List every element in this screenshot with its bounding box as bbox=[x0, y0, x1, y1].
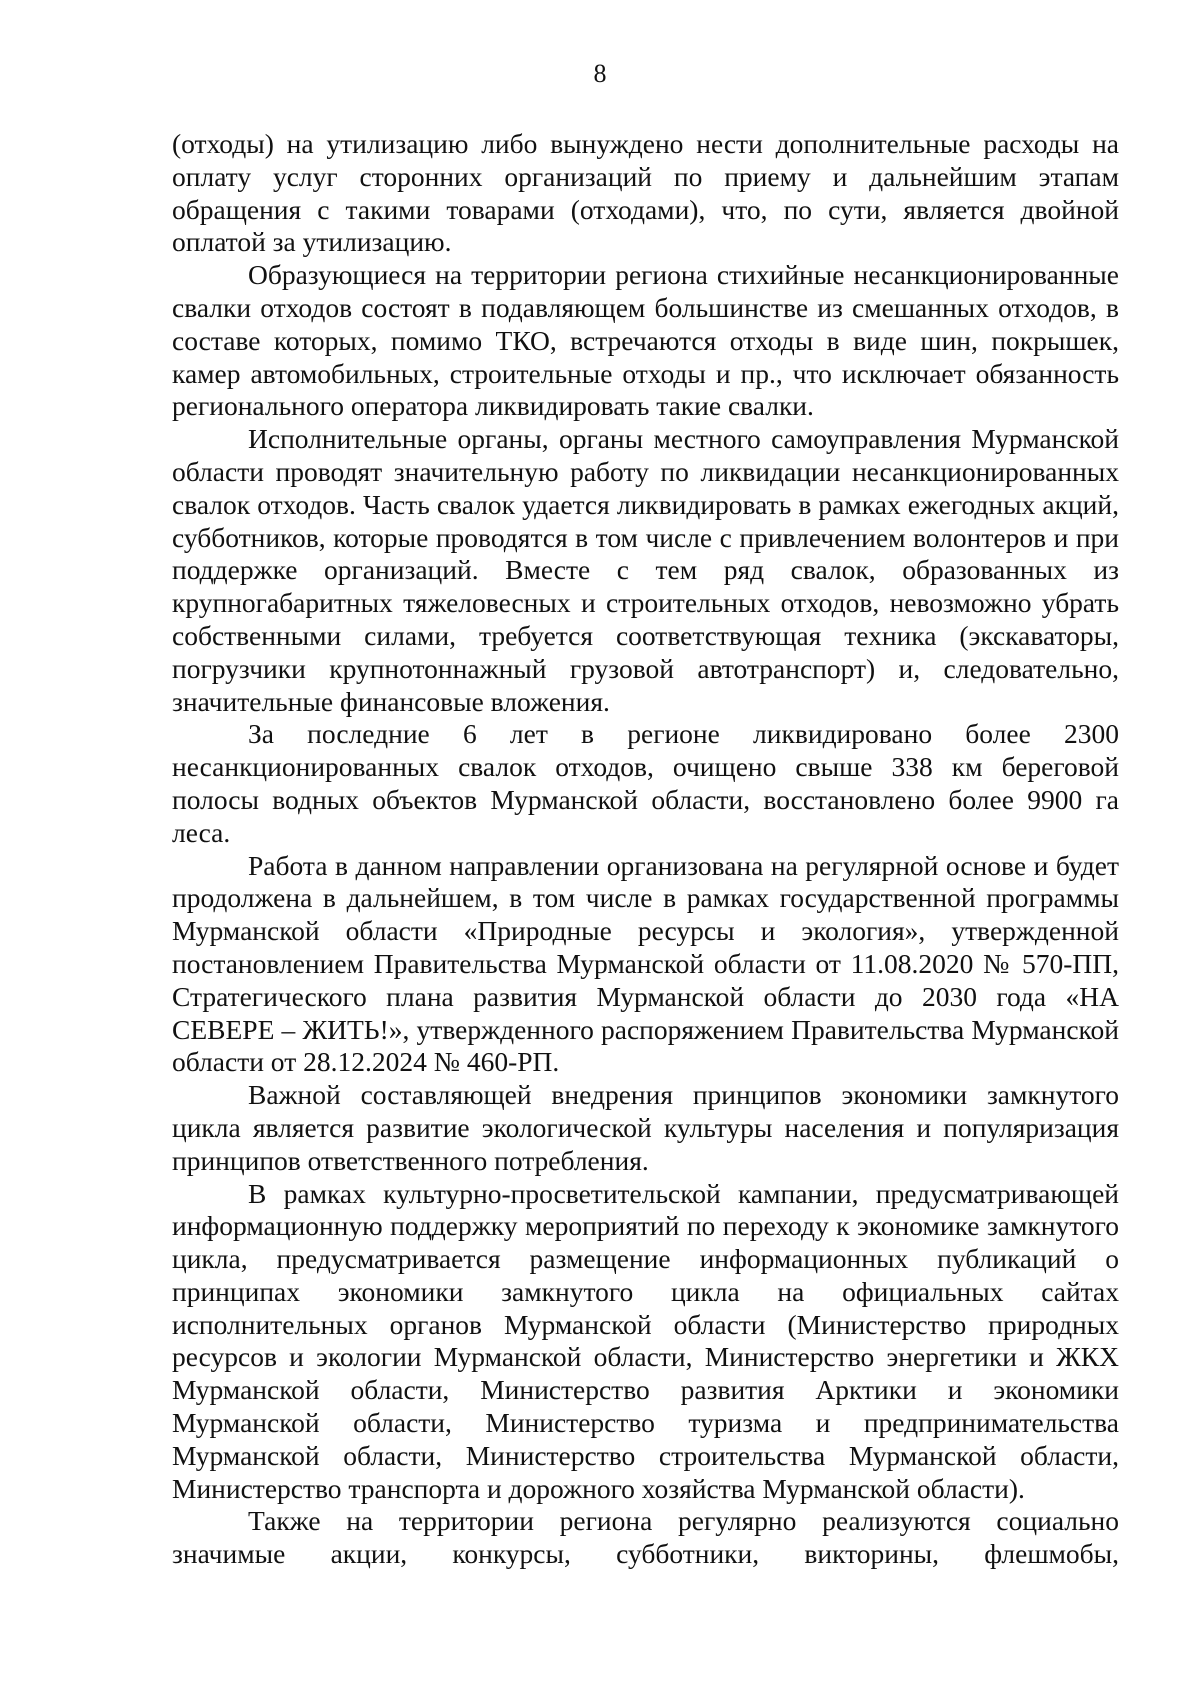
paragraph-information-campaign: В рамках культурно-просветительской кампании, предусматривающей информационную поддержку мероприятий по переходу к экономике замкнутого цикла, предусматривается размещение информационных публикаций о принципах экономики замкнутого цикла на официальных сайтах исполнительных органов Мурманской области (Министерство природных ресурсов и экологии Мурманской области, Министерство энергетики и ЖКХ Мурманской области, Министерство развития Арктики и экономики Мурманской области, Министерство туризма и предпринимательства Мурманской области, Министерство строительства Мурманской области, Министерство транспорта и дорожного хозяйства Мурманской области). bbox=[172, 1177, 1119, 1504]
paragraph-dump-liquidation-work: Исполнительные органы, органы местного самоуправления Мурманской области проводят значительную работу по ликвидации несанкционированных свалок отходов. Часть свалок удается ликвидировать в рамках ежегодных акций, субботников, которые проводятся в том числе с привлечением волонтеров и при поддержке организаций. Вместе с тем ряд свалок, образованных из крупногабаритных тяжеловесных и строительных отходов, невозможно убрать собственными силами, требуется соответствующая техника (экскаваторы, погрузчики крупнотоннажный грузовой автотранспорт) и, следовательно, значительные финансовые вложения. bbox=[172, 423, 1119, 717]
page-number: 8 bbox=[593, 59, 607, 88]
paragraph-regional-programs: Работа в данном направлении организована на регулярной основе и будет продолжена в дальнейшем, в том числе в рамках государственной программы Мурманской области «Природные ресурсы и экология», утвержденной постановлением Правительства Мурманской области от 11.08.2020 № 570-ПП, Стратегического плана развития Мурманской области до 2030 года «НА СЕВЕРЕ – ЖИТЬ!», утвержденного распоряжением Правительства Мурманской области от 28.12.2024 № 460-РП. bbox=[172, 849, 1119, 1078]
paragraph-continuation: (отходы) на утилизацию либо вынуждено нести дополнительные расходы на оплату услуг сторонних организаций по приему и дальнейшим этапам обращения с такими товарами (отходами), что, по сути, является двойной оплатой за утилизацию. bbox=[172, 128, 1119, 258]
paragraph-social-actions: Также на территории региона регулярно реализуются социально значимые акции, конкурсы, субботники, викторины, флешмобы, bbox=[172, 1505, 1119, 1570]
paragraph-six-year-results: За последние 6 лет в регионе ликвидировано более 2300 несанкционированных свалок отходов, очищено свыше 338 км береговой полосы водных объектов Мурманской области, восстановлено более 9900 га леса. bbox=[172, 718, 1119, 848]
paragraph-ecological-culture: Важной составляющей внедрения принципов экономики замкнутого цикла является развитие экологической культуры населения и популяризация принципов ответственного потребления. bbox=[172, 1079, 1119, 1176]
document-body bbox=[172, 128, 1119, 1571]
paragraph-unauthorized-dumps: Образующиеся на территории региона стихийные несанкционированные свалки отходов состоят в подавляющем большинстве из смешанных отходов, в составе которых, помимо ТКО, встречаются отходы в виде шин, покрышек, камер автомобильных, строительные отходы и пр., что исключает обязанность регионального оператора ликвидировать такие свалки. bbox=[172, 259, 1119, 422]
